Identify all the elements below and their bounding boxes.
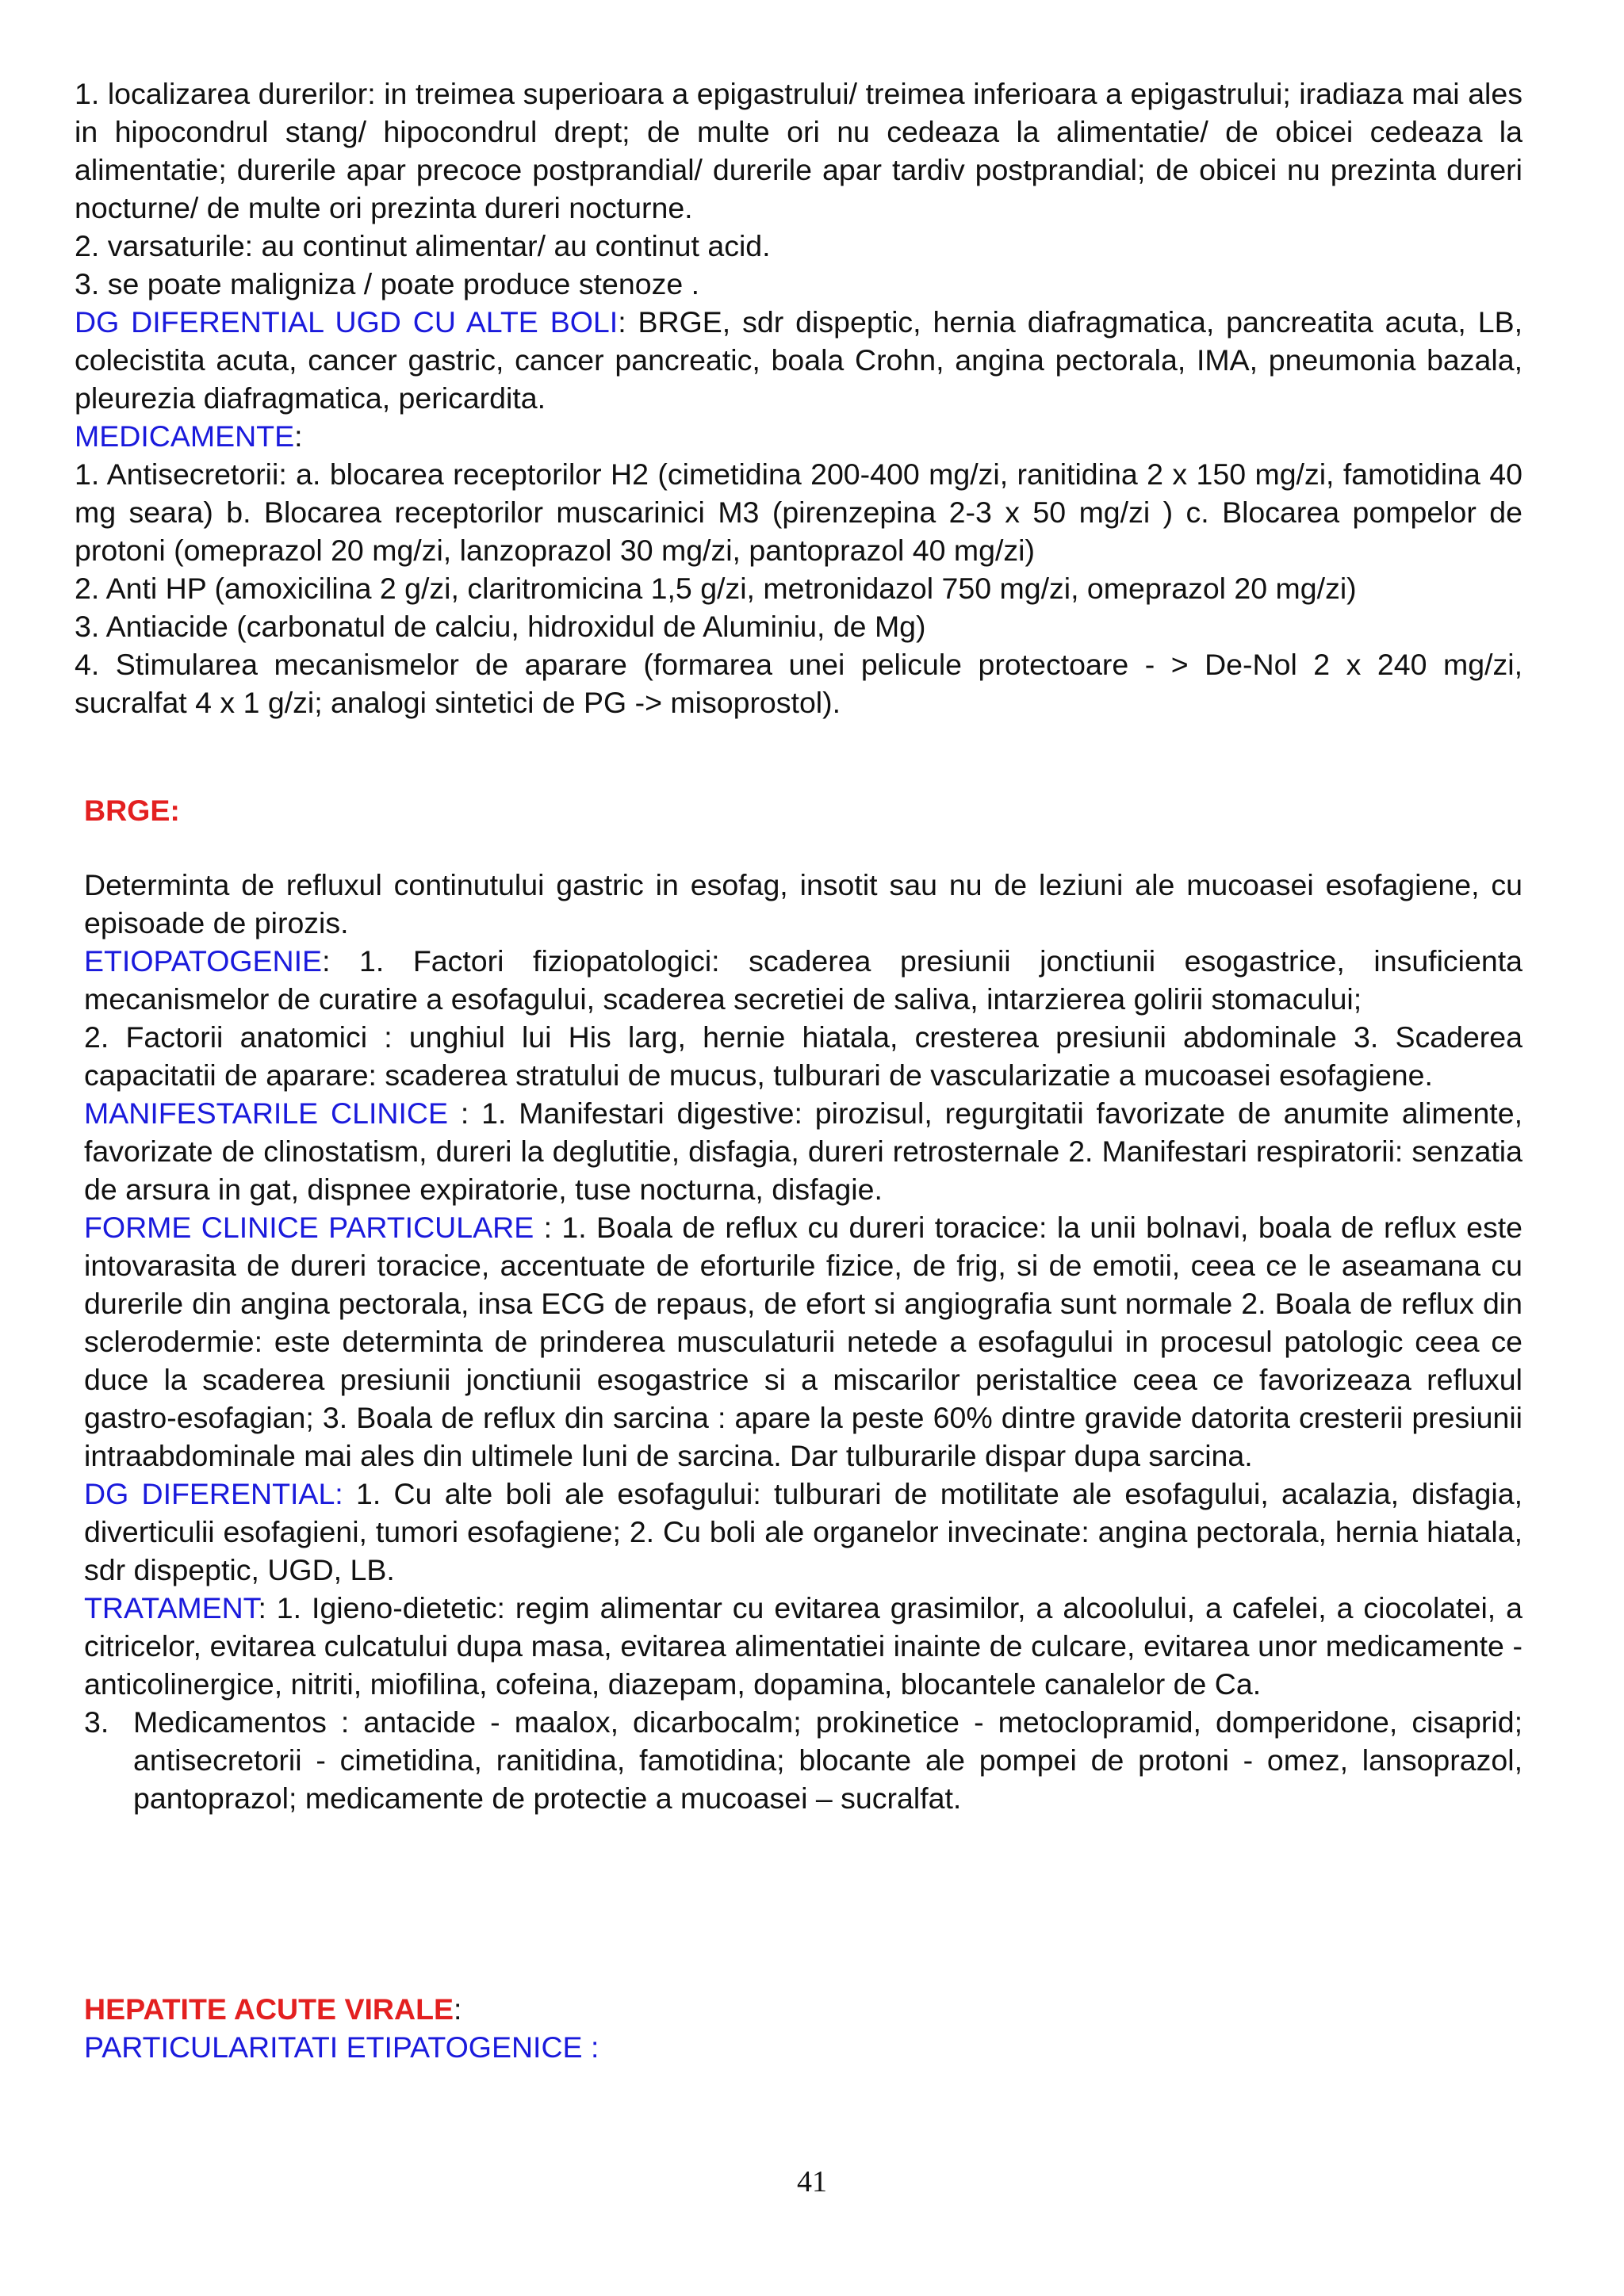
medicamente-colon: :: [294, 419, 303, 453]
particularitati-heading: PARTICULARITATI ETIPATOGENICE :: [84, 2030, 599, 2064]
brge-section: [84, 866, 1522, 1817]
ugd-point-2: 2. varsaturile: au continut alimentar/ au continut acid.: [75, 229, 771, 262]
tratament-item-3-text: Medicamentos : antacide - maalox, dicarbocalm; prokinetice - metoclopramid, domperidone, cisaprid; antisecretorii - cimetidina, ranitidina, famotidina; blocante ale pompei de protoni - omez, lansoprazol, pantoprazol; medicamente de protectie a mucoasei – sucralfat.: [133, 1705, 1522, 1815]
page-number: 41: [797, 2165, 827, 2198]
brge-etiopatogenie-2: 2. Factorii anatomici : unghiul lui His larg, hernie hiatala, cresterea presiunii abdominale 3. Scaderea capacitatii de aparare: scaderea stratului de mucus, tulburari de vascularizatie a mucoasei esofagiene.: [84, 1020, 1522, 1092]
brge-definition: Determinta de refluxul continutului gastric in esofag, insotit sau nu de leziuni ale mucoasei esofagiene, cu episoade de pirozis.: [84, 868, 1522, 939]
tratament-item-3-number: 3.: [84, 1705, 109, 1739]
ugd-point-1: 1. localizarea durerilor: in treimea superioara a epigastrului/ treimea inferioara a epigastrului; iradiaza mai ales in hipocondrul stang/ hipocondrul drept; de multe ori nu cedeaza la alimentatie/ de obicei cedeaza la alimentatie; durerile apar precoce postprandial/ durerile apar tardiv postprandial; de obicei nu prezinta dureri nocturne/ de multe ori prezinta dureri nocturne.: [75, 77, 1522, 224]
medicamente-heading: MEDICAMENTE: [75, 419, 295, 453]
brge-tratament: [84, 1589, 1522, 1703]
medicamente-item-2: 2. Anti HP (amoxicilina 2 g/zi, claritromicina 1,5 g/zi, metronidazol 750 mg/zi, omeprazol 20 mg/zi): [75, 572, 1357, 605]
hepatite-section: [84, 1990, 1522, 2066]
brge-diferential: [84, 1475, 1522, 1589]
brge-diferential-heading: DG DIFERENTIAL:: [84, 1477, 343, 1510]
ugd-section: [75, 75, 1522, 721]
ugd-diferential-text: : BRGE, sdr dispeptic, hernia diafragmatica, pancreatita acuta, LB, colecistita acuta, cancer gastric, cancer pancreatic, boala Crohn, angina pectorala, IMA, pneumonia bazala, pleurezia diafragmatica, pericardita.: [75, 305, 1523, 415]
medicamente-item-3: 3. Antiacide (carbonatul de calciu, hidroxidul de Aluminiu, de Mg): [75, 610, 926, 643]
brge-heading: BRGE:: [84, 794, 180, 827]
tratament-heading: TRATAMENT: [84, 1591, 259, 1624]
ugd-diferential-paragraph: [75, 303, 1522, 417]
forme-clinice-heading: FORME CLINICE PARTICULARE: [84, 1211, 534, 1244]
brge-manifestari: [84, 1094, 1522, 1208]
brge-diferential-text: 1. Cu alte boli ale esofagului: tulburari de motilitate ale esofagului, acalazia, disfagia, diverticulii esofagieni, tumori esofagiene; 2. Cu boli ale organelor invecinate: angina pectorala, hernia hiatala, sdr dispeptic, UGD, LB.: [84, 1477, 1522, 1586]
etiopatogenie-heading: ETIOPATOGENIE: [84, 944, 323, 978]
medicamente-item-4: 4. Stimularea mecanismelor de aparare (formarea unei pelicule protectoare - > De-Nol 2 x 240 mg/zi, sucralfat 4 x 1 g/zi; analogi sintetici de PG -> misoprostol).: [75, 648, 1522, 719]
ugd-diferential-heading: DG DIFERENTIAL UGD CU ALTE BOLI: [75, 305, 619, 339]
brge-etiopatogenie: [84, 942, 1522, 1018]
forme-clinice-text: : 1. Boala de reflux cu dureri toracice: la unii bolnavi, boala de reflux este intovarasita de dureri toracice, accentuate de eforturile fizice, de frig, si de emotii, ceea ce le aseamana cu durerile din angina pectorala, insa ECG de repaus, de efort si angiografia sunt normale 2. Boala de reflux din sclerodermie: este determinta de prinderea musculaturii netede a esofagului in procesul patologic ceea ce duce la scaderea presiunii jonctiunii esogastrice si a miscarilor peristaltice ceea ce favorizeaza refluxul gastro-esofagian; 3. Boala de reflux din sarcina : apare la peste 60% dintre gravide datorita cresterii presiunii intraabdominale mai ales din ultimele luni de sarcina. Dar tulburarile dispar dupa sarcina.: [84, 1211, 1522, 1472]
hepatite-heading: HEPATITE ACUTE VIRALE: [84, 1992, 454, 2026]
ugd-point-3: 3. se poate maligniza / poate produce stenoze .: [75, 267, 700, 300]
etiopatogenie-text: : 1. Factori fiziopatologici: scaderea presiunii jonctiunii esogastrice, insuficienta mecanismelor de curatire a esofagului, scaderea secretiei de saliva, intarzierea golirii stomacului;: [84, 944, 1522, 1016]
brge-title-block: [84, 791, 1522, 829]
hepatite-heading-line: [84, 1990, 1522, 2028]
medicamente-item-1: 1. Antisecretorii: a. blocarea receptorilor H2 (cimetidina 200-400 mg/zi, ranitidina 2 x 150 mg/zi, famotidina 40 mg seara) b. Blocarea receptorilor muscarinici M3 (pirenzepina 2-3 x 50 mg/zi ) c. Blocarea pompelor de protoni (omeprazol 20 mg/zi, lanzoprazol 30 mg/zi, pantoprazol 40 mg/zi): [75, 457, 1522, 567]
brge-forme-clinice: [84, 1208, 1522, 1475]
medicamente-heading-line: [75, 417, 1522, 455]
tratament-item-3: [84, 1703, 1522, 1817]
manifestari-heading: MANIFESTARILE CLINICE: [84, 1096, 448, 1130]
tratament-text: : 1. Igieno-dietetic: regim alimentar cu evitarea grasimilor, a alcoolului, a cafelei, a ciocolatei, a citricelor, evitarea culcatului dupa masa, evitarea alimentatiei inainte de culcare, evitarea unor medicamente - anticolinergice, nitriti, miofilina, cofeina, diazepam, dopamina, blocantele canalelor de Ca.: [84, 1591, 1522, 1701]
hepatite-heading-colon: :: [454, 1992, 462, 2026]
manifestari-text: : 1. Manifestari digestive: pirozisul, regurgitatii favorizate de anumite alimente, favorizate de clinostatism, dureri la deglutitie, disfagia, dureri retrosternale 2. Manifestari respiratorii: senzatia de arsura in gat, dispnee expiratorie, tuse nocturna, disfagie.: [84, 1096, 1522, 1206]
